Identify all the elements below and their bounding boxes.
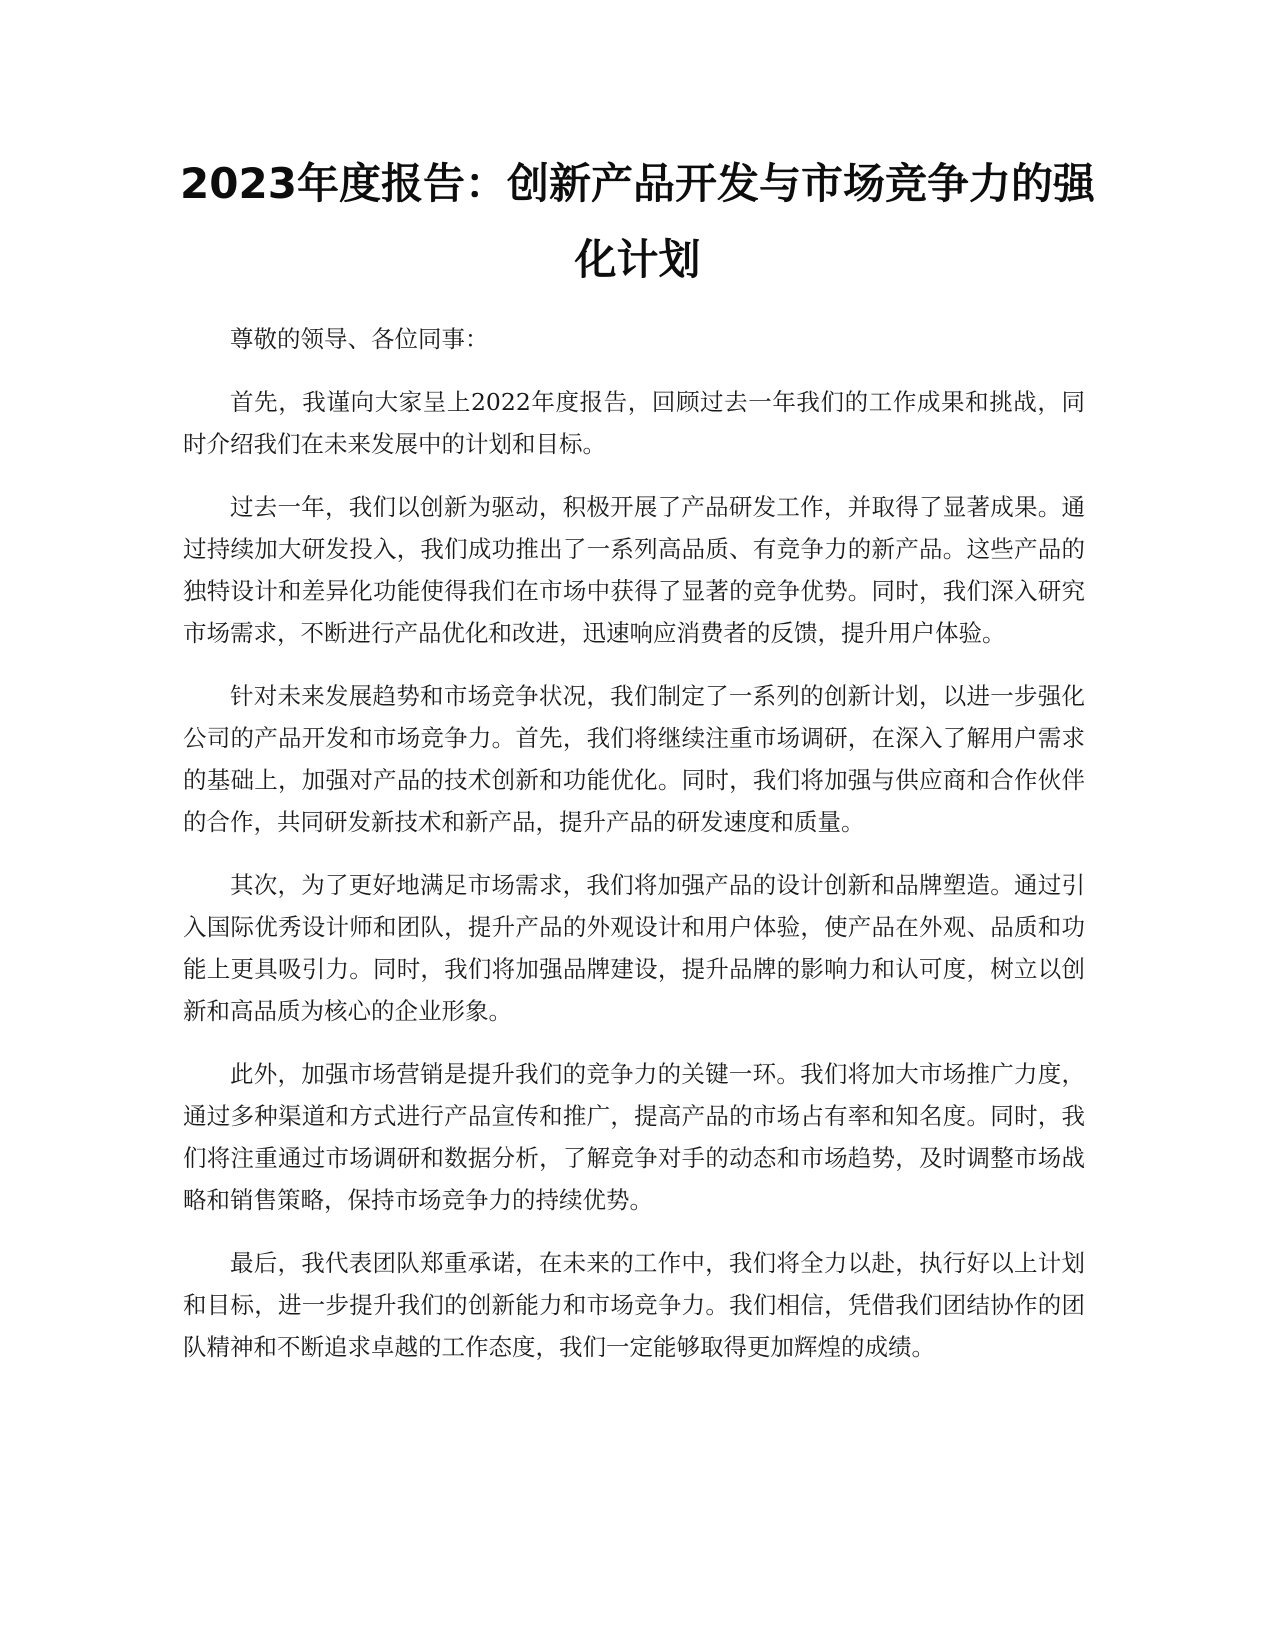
document-title: 2023年度报告：创新产品开发与市场竞争力的强化计划	[180, 159, 1095, 284]
paragraph-commitment: 最后，我代表团队郑重承诺，在未来的工作中，我们将全力以赴，执行好以上计划和目标，进一步提升我们的创新能力和市场竞争力。我们相信，凭借我们团结协作的团队精神和不断追求卓越的工作态度，我们一定能够取得更加辉煌的成绩。	[183, 1249, 1085, 1361]
paragraph-past-year: 过去一年，我们以创新为驱动，积极开展了产品研发工作，并取得了显著成果。通过持续加大研发投入，我们成功推出了一系列高品质、有竞争力的新产品。这些产品的独特设计和差异化功能使得我们在市场中获得了显著的竞争优势。同时，我们深入研究市场需求，不断进行产品优化和改进，迅速响应消费者的反馈，提升用户体验。	[183, 493, 1085, 647]
document-body	[183, 318, 1085, 1389]
paragraph-salutation: 尊敬的领导、各位同事：	[230, 325, 489, 353]
paragraph-introduction: 首先，我谨向大家呈上2022年度报告，回顾过去一年我们的工作成果和挑战，同时介绍我们在未来发展中的计划和目标。	[183, 388, 1085, 458]
paragraph-innovation-plan: 针对未来发展趋势和市场竞争状况，我们制定了一系列的创新计划，以进一步强化公司的产品开发和市场竞争力。首先，我们将继续注重市场调研，在深入了解用户需求的基础上，加强对产品的技术创新和功能优化。同时，我们将加强与供应商和合作伙伴的合作，共同研发新技术和新产品，提升产品的研发速度和质量。	[183, 682, 1085, 836]
paragraph-marketing: 此外，加强市场营销是提升我们的竞争力的关键一环。我们将加大市场推广力度，通过多种渠道和方式进行产品宣传和推广，提高产品的市场占有率和知名度。同时，我们将注重通过市场调研和数据分析，了解竞争对手的动态和市场趋势，及时调整市场战略和销售策略，保持市场竞争力的持续优势。	[183, 1060, 1085, 1214]
paragraph-design-branding: 其次，为了更好地满足市场需求，我们将加强产品的设计创新和品牌塑造。通过引入国际优秀设计师和团队，提升产品的外观设计和用户体验，使产品在外观、品质和功能上更具吸引力。同时，我们将加强品牌建设，提升品牌的影响力和认可度，树立以创新和高品质为核心的企业形象。	[183, 871, 1085, 1025]
